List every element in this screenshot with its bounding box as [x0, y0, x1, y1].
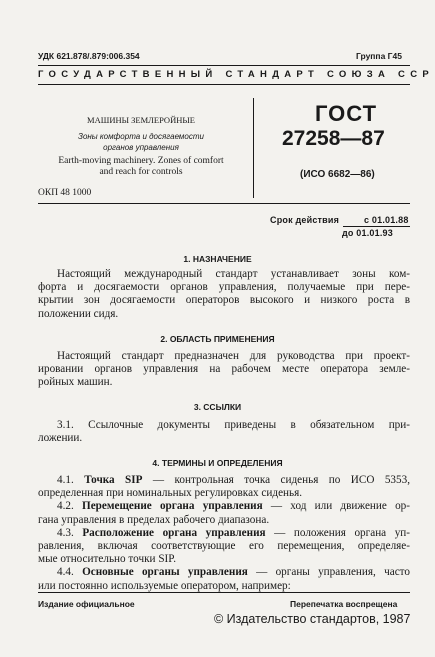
term-number: 4.3.	[57, 526, 74, 539]
section-4-body	[38, 474, 410, 593]
section-1-line: Настоящий международный стандарт устанавливает зоны ком-	[57, 268, 410, 280]
term-definition: — положения органа уп-	[265, 526, 411, 539]
term-4-1-line2: определенная при номинальных регулировках сиденья.	[38, 487, 303, 500]
term-name: Расположение органа управления	[82, 526, 266, 539]
validity-to: до 01.01.93	[342, 228, 393, 238]
term-number: 4.4.	[57, 566, 74, 579]
term-4-3-line2: равления, включая соответствующие его перемещения, определяе-	[38, 540, 410, 553]
term-4-4-line1	[38, 566, 410, 579]
validity-from: с 01.01.88	[364, 215, 409, 225]
gost-number: 27258—87	[282, 127, 385, 150]
title-en-line2: and reach for controls	[99, 167, 183, 177]
term-4-3-line1	[38, 527, 410, 540]
header-rule-top	[38, 65, 410, 66]
copyright-notice: © Издательство стандартов, 1987	[214, 612, 411, 626]
section-2-line: ройных машин.	[38, 376, 113, 389]
term-name: Перемещение органа управления	[82, 500, 263, 513]
section-3-line: ложении.	[38, 432, 83, 445]
footer-rule	[38, 592, 410, 593]
section-2-body	[38, 350, 410, 390]
section-2-line: Настоящий стандарт предназначен для руководства при проект-	[57, 350, 410, 362]
validity-separator	[343, 226, 410, 227]
term-name: Основные органы управления	[82, 566, 248, 579]
section-1-body	[38, 268, 410, 321]
okp-code: ОКП 48 1000	[38, 188, 92, 198]
subtitle-ru-line2: органов управления	[103, 143, 179, 152]
reprint-prohibited: Перепечатка воспрещена	[290, 599, 398, 609]
term-definition: — контрольная точка сиденья по ИСО 5353,	[142, 474, 411, 486]
section-4-title: 4. ТЕРМИНЫ И ОПРЕДЕЛЕНИЯ	[152, 458, 283, 468]
term-4-4-line2: или постоянно используемые оператором, например:	[38, 579, 291, 592]
header-rule-bottom	[38, 84, 410, 85]
udk-code: УДК 621.878/.879:006.354	[38, 51, 140, 61]
gost-label: ГОСТ	[315, 101, 378, 126]
title-divider	[253, 98, 254, 198]
term-name: Точка SIP	[84, 474, 143, 486]
title-block-rule	[38, 203, 410, 204]
section-3-title: 3. ССЫЛКИ	[193, 402, 242, 412]
title-en-line1: Earth-moving machinery. Zones of comfort	[58, 156, 224, 166]
group-code: Группа Г45	[356, 51, 402, 61]
section-2-line: ировании органов управления на рабочем месте оператора земле-	[38, 363, 410, 376]
section-1-line: крытии зон досягаемости операторов высокого и низкого роста в	[38, 294, 410, 307]
term-number: 4.1.	[57, 474, 74, 486]
term-definition: — ход или движение ор-	[262, 500, 410, 513]
section-1-line: форта и досягаемости органов управления, получаемые при пере-	[38, 281, 410, 294]
term-4-2-line2: гана управления в пределах рабочего диапазона.	[38, 513, 270, 526]
official-edition: Издание официальное	[38, 599, 135, 609]
section-1-title: 1. НАЗНАЧЕНИЕ	[183, 254, 252, 264]
validity-label: Срок действия	[270, 215, 340, 225]
iso-reference: (ИСО 6682—86)	[300, 169, 375, 180]
term-4-3-line3: мые относительно точки SIP.	[38, 553, 177, 566]
term-4-1-line1	[38, 474, 410, 487]
term-definition: — органы управления, часто	[247, 566, 410, 579]
section-1-line: положении сидя.	[38, 307, 119, 320]
subtitle-ru-line1: Зоны комфорта и досягаемости	[78, 132, 204, 141]
section-3-line: 3.1. Ссылочные документы приведены в обязательном при-	[57, 419, 410, 431]
section-2-title: 2. ОБЛАСТЬ ПРИМЕНЕНИЯ	[160, 334, 275, 344]
section-3-body	[38, 419, 410, 445]
term-number: 4.2.	[57, 500, 74, 513]
term-4-2-line1	[38, 500, 410, 513]
title-ru: МАШИНЫ ЗЕМЛЕРОЙНЫЕ	[87, 115, 195, 125]
state-standard-heading: ГОСУДАРСТВЕННЫЙ СТАНДАРТ СОЮЗА ССР	[38, 69, 435, 80]
